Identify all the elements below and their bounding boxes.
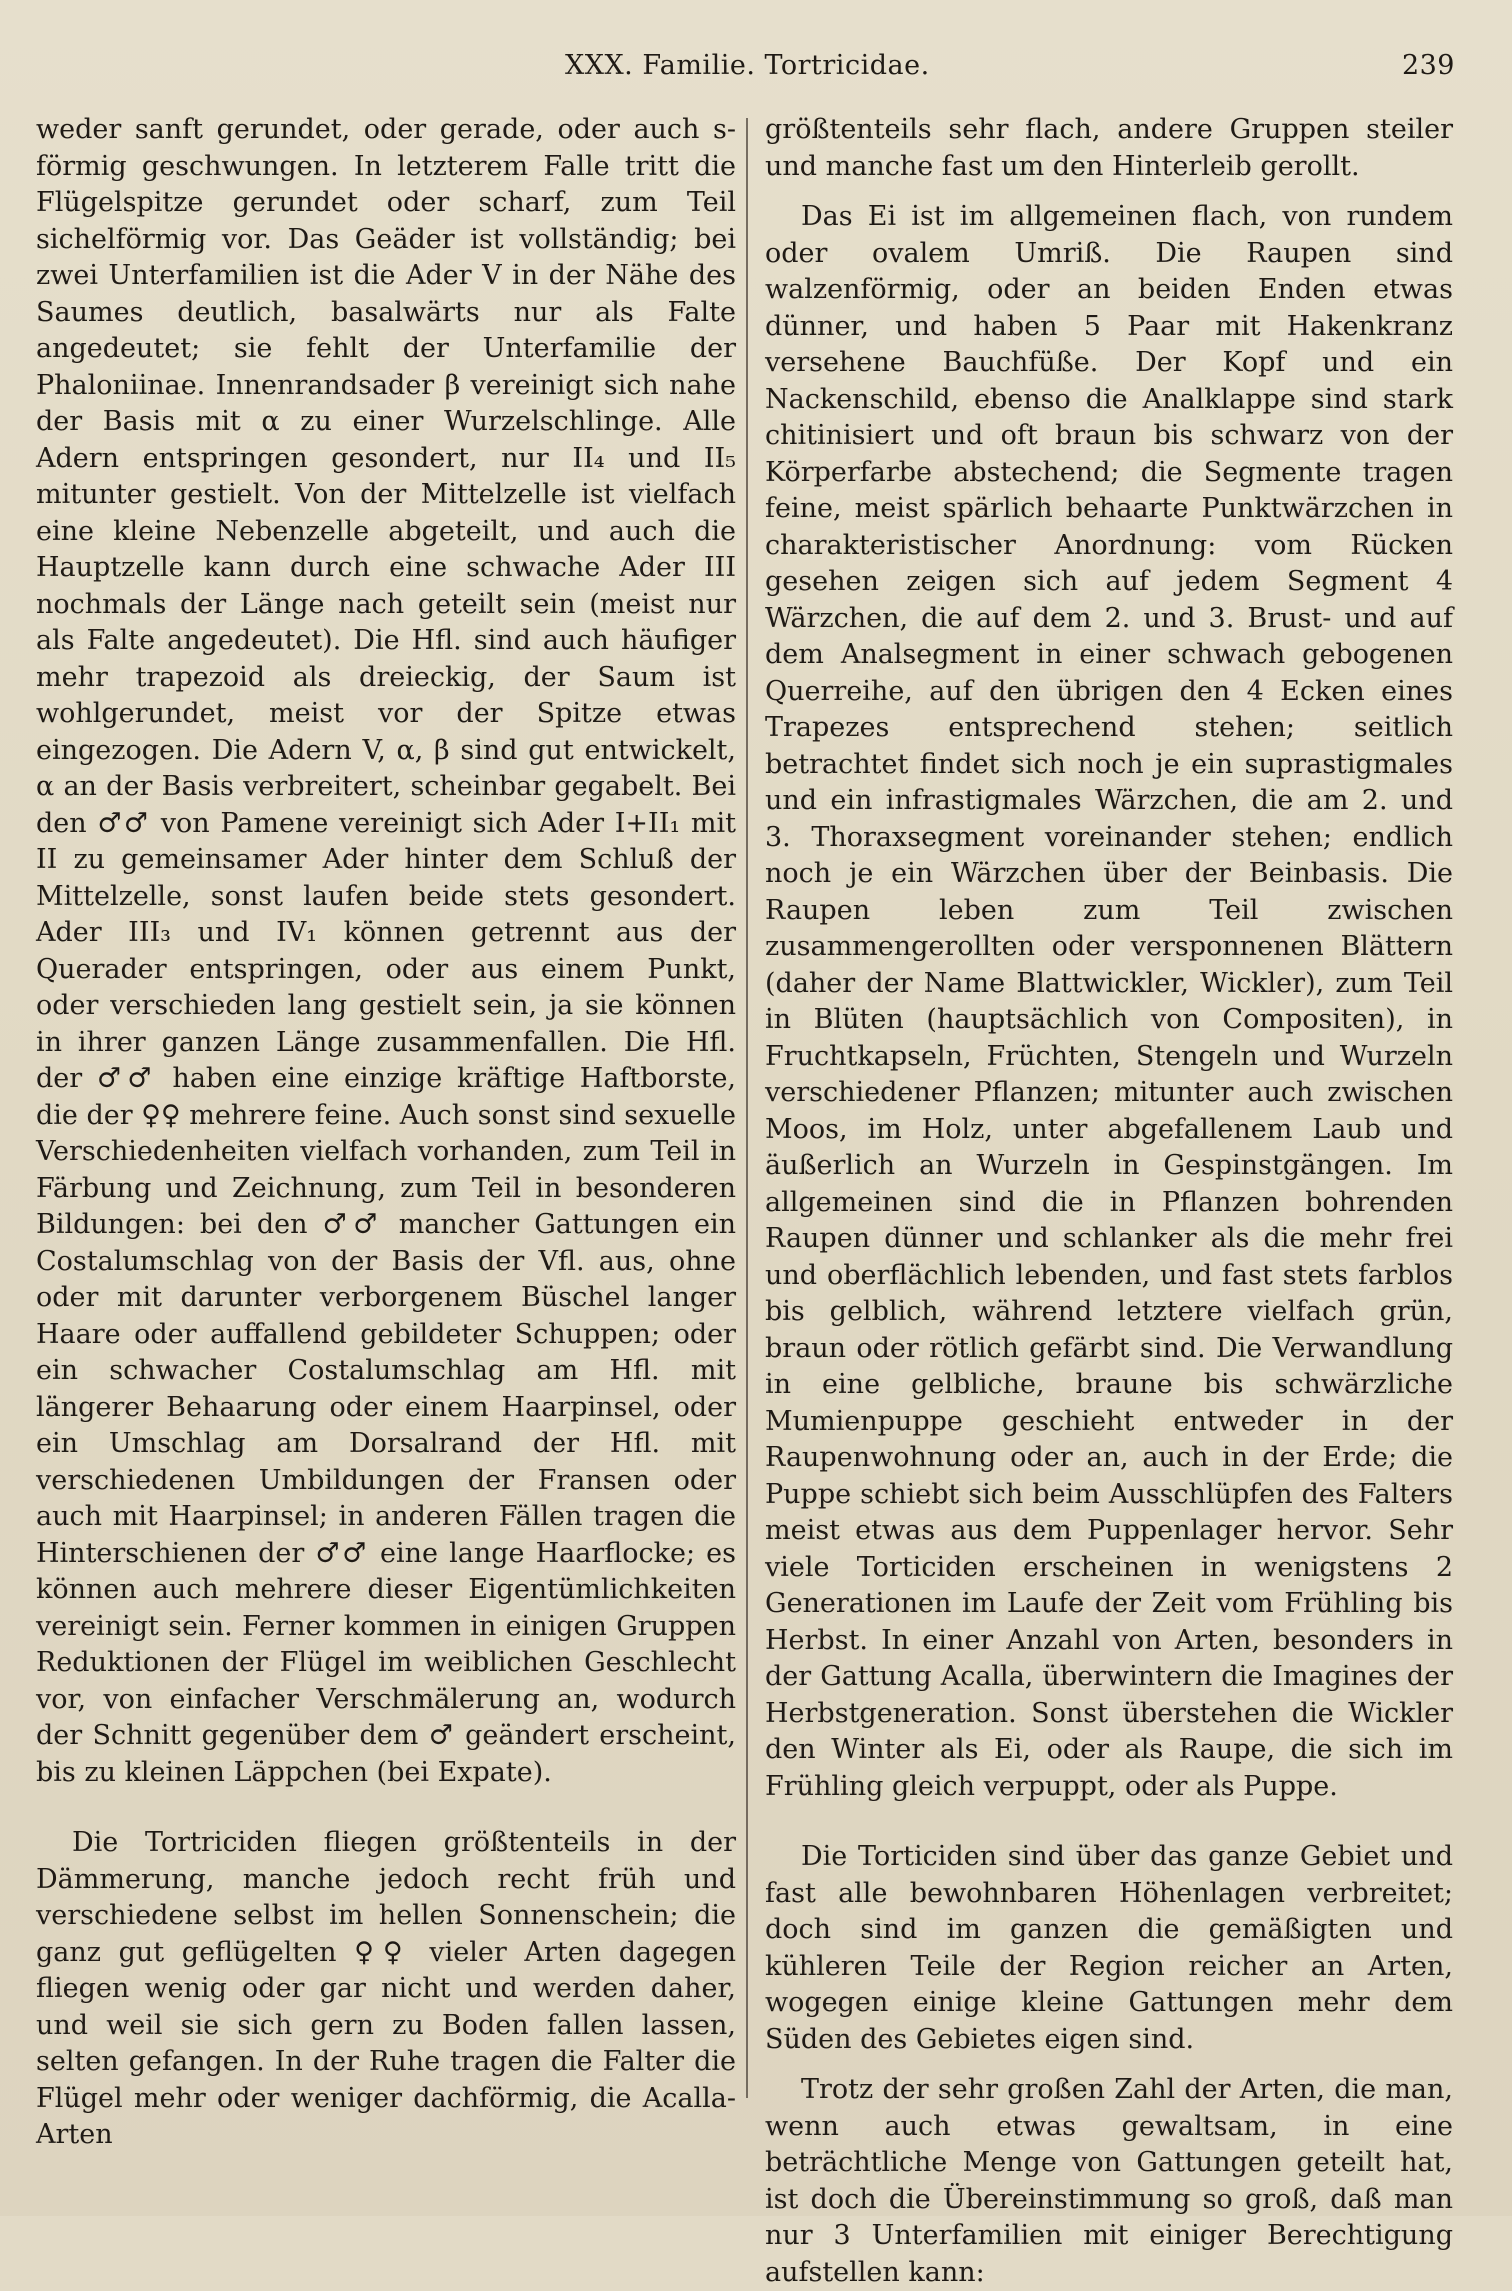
right-column [765, 112, 1453, 2291]
page-number: 239 [1401, 50, 1455, 81]
header-title: XXX. Familie. Tortricidae. [565, 50, 930, 81]
running-header [40, 50, 1455, 90]
left-paragraph-1: weder sanft gerundet, oder gerade, oder auch s-förmig geschwungen. In letzterem Falle tritt die Flügelspitze gerundet oder scharf, zum Teil sichelförmig vor. Das Geäder ist vollständig; bei zwei Unterfamilien ist die Ader V in der Nähe des Saumes deutlich, basalwärts nur als Falte angedeutet; sie fehlt der Unterfamilie der Phaloniinae. Innenrandsader β vereinigt sich nahe der Basis mit α zu einer Wurzelschlinge. Alle Adern entspringen gesondert, nur II₄ und II₅ mitunter gestielt. Von der Mittelzelle ist vielfach eine kleine Nebenzelle abgeteilt, und auch die Hauptzelle kann durch eine schwache Ader III nochmals der Länge nach geteilt sein (meist nur als Falte angedeutet). Die Hfl. sind auch häufiger mehr trapezoid als dreieckig, der Saum ist wohlgerundet, meist vor der Spitze etwas eingezogen. Die Adern V, α, β sind gut entwickelt, α an der Basis verbreitert, scheinbar gegabelt. Bei den ♂♂ von Pamene vereinigt sich Ader I+II₁ mit II zu gemeinsamer Ader hinter dem Schluß der Mittelzelle, sonst laufen beide stets gesondert. Ader III₃ und IV₁ können getrennt aus der Querader entspringen, oder aus einem Punkt, oder verschieden lang gestielt sein, ja sie können in ihrer ganzen Länge zusammenfallen. Die Hfl. der ♂♂ haben eine einzige kräftige Haftborste, die der ♀♀ mehrere feine. Auch sonst sind sexuelle Verschiedenheiten vielfach vorhanden, zum Teil in Färbung und Zeichnung, zum Teil in besonderen Bildungen: bei den ♂♂ mancher Gattungen ein Costalumschlag von der Basis der Vfl. aus, ohne oder mit darunter verborgenem Büschel langer Haare oder auffallend gebildeter Schuppen; oder ein schwacher Costalumschlag am Hfl. mit längerer Behaarung oder einem Haarpinsel, oder ein Umschlag am Dorsalrand der Hfl. mit verschiedenen Umbildungen der Fransen oder auch mit Haarpinsel; in anderen Fällen tragen die Hinterschienen der ♂♂ eine lange Haarflocke; es können auch mehrere dieser Eigentümlichkeiten vereinigt sein. Ferner kommen in einigen Gruppen Reduktionen der Flügel im weiblichen Geschlecht vor, von einfacher Verschmälerung an, wodurch der Schnitt gegenüber dem ♂ geändert erscheint, bis zu kleinen Läppchen (bei Expate). [36, 114, 736, 1788]
right-paragraph-2: Das Ei ist im allgemeinen flach, von rundem oder ovalem Umriß. Die Raupen sind walzenförmig, oder an beiden Enden etwas dünner, und haben 5 Paar mit Hakenkranz versehene Bauchfüße. Der Kopf und ein Nackenschild, ebenso die Analklappe sind stark chitinisiert und oft braun bis schwarz von der Körperfarbe abstechend; die Segmente tragen feine, meist spärlich behaarte Punktwärzchen in charakteristischer Anordnung: vom Rücken gesehen zeigen sich auf jedem Segment 4 Wärzchen, die auf dem 2. und 3. Brust- und auf dem Analsegment in einer schwach gebogenen Querreihe, auf den übrigen den 4 Ecken eines Trapezes entsprechend stehen; seitlich betrachtet findet sich noch je ein suprastigmales und ein infrastigmales Wärzchen, die am 2. und 3. Thoraxsegment voreinander stehen; endlich noch je ein Wärzchen über der Beinbasis. Die Raupen leben zum Teil zwischen zusammengerollten oder versponnenen Blättern (daher der Name Blattwickler, Wickler), zum Teil in Blüten (hauptsächlich von Compositen), in Fruchtkapseln, Früchten, Stengeln und Wurzeln verschiedener Pflanzen; mitunter auch zwischen Moos, im Holz, unter abgefallenem Laub und äußerlich an Wurzeln in Gespinstgängen. Im allgemeinen sind die in Pflanzen bohrenden Raupen dünner und schlanker als die mehr frei und oberflächlich lebenden, und fast stets farblos bis gelblich, während letztere vielfach grün, braun oder rötlich gefärbt sind. Die Verwandlung in eine gelbliche, braune bis schwärzliche Mumienpuppe geschieht entweder in der Raupenwohnung oder an, auch in der Erde; die Puppe schiebt sich beim Ausschlüpfen des Falters meist etwas aus dem Puppenlager hervor. Sehr viele Torticiden erscheinen in wenigstens 2 Generationen im Laufe der Zeit vom Frühling bis Herbst. In einer Anzahl von Arten, besonders in der Gattung Acalla, überwintern die Imagines der Herbstgeneration. Sonst überstehen die Wickler den Winter als Ei, oder als Raupe, die sich im Frühling gleich verpuppt, oder als Puppe. [765, 201, 1453, 1802]
column-divider [746, 118, 748, 2098]
left-column [36, 112, 736, 2154]
right-paragraph-3: Die Torticiden sind über das ganze Gebiet und fast alle bewohnbaren Höhenlagen verbreitet; doch sind im ganzen die gemäßigten und kühleren Teile der Region reicher an Arten, wogegen einige kleine Gattungen mehr dem Süden des Gebietes eigen sind. [765, 1841, 1453, 2055]
right-paragraph-1: größtenteils sehr flach, andere Gruppen steiler und manche fast um den Hinterleib gerollt. [765, 114, 1453, 182]
left-paragraph-2: Die Tortriciden fliegen größtenteils in der Dämmerung, manche jedoch recht früh und verschiedene selbst im hellen Sonnenschein; die ganz gut geflügelten ♀♀ vieler Arten dagegen fliegen wenig oder gar nicht und werden daher, und weil sie sich gern zu Boden fallen lassen, selten gefangen. In der Ruhe tragen die Falter die Flügel mehr oder weniger dachförmig, die Acalla-Arten [36, 1827, 736, 2150]
right-paragraph-4: Trotz der sehr großen Zahl der Arten, die man, wenn auch etwas gewaltsam, in eine beträchtliche Menge von Gattungen geteilt hat, ist doch die Übereinstimmung so groß, daß man nur 3 Unterfamilien mit einiger Berechtigung aufstellen kann: [765, 2074, 1453, 2288]
